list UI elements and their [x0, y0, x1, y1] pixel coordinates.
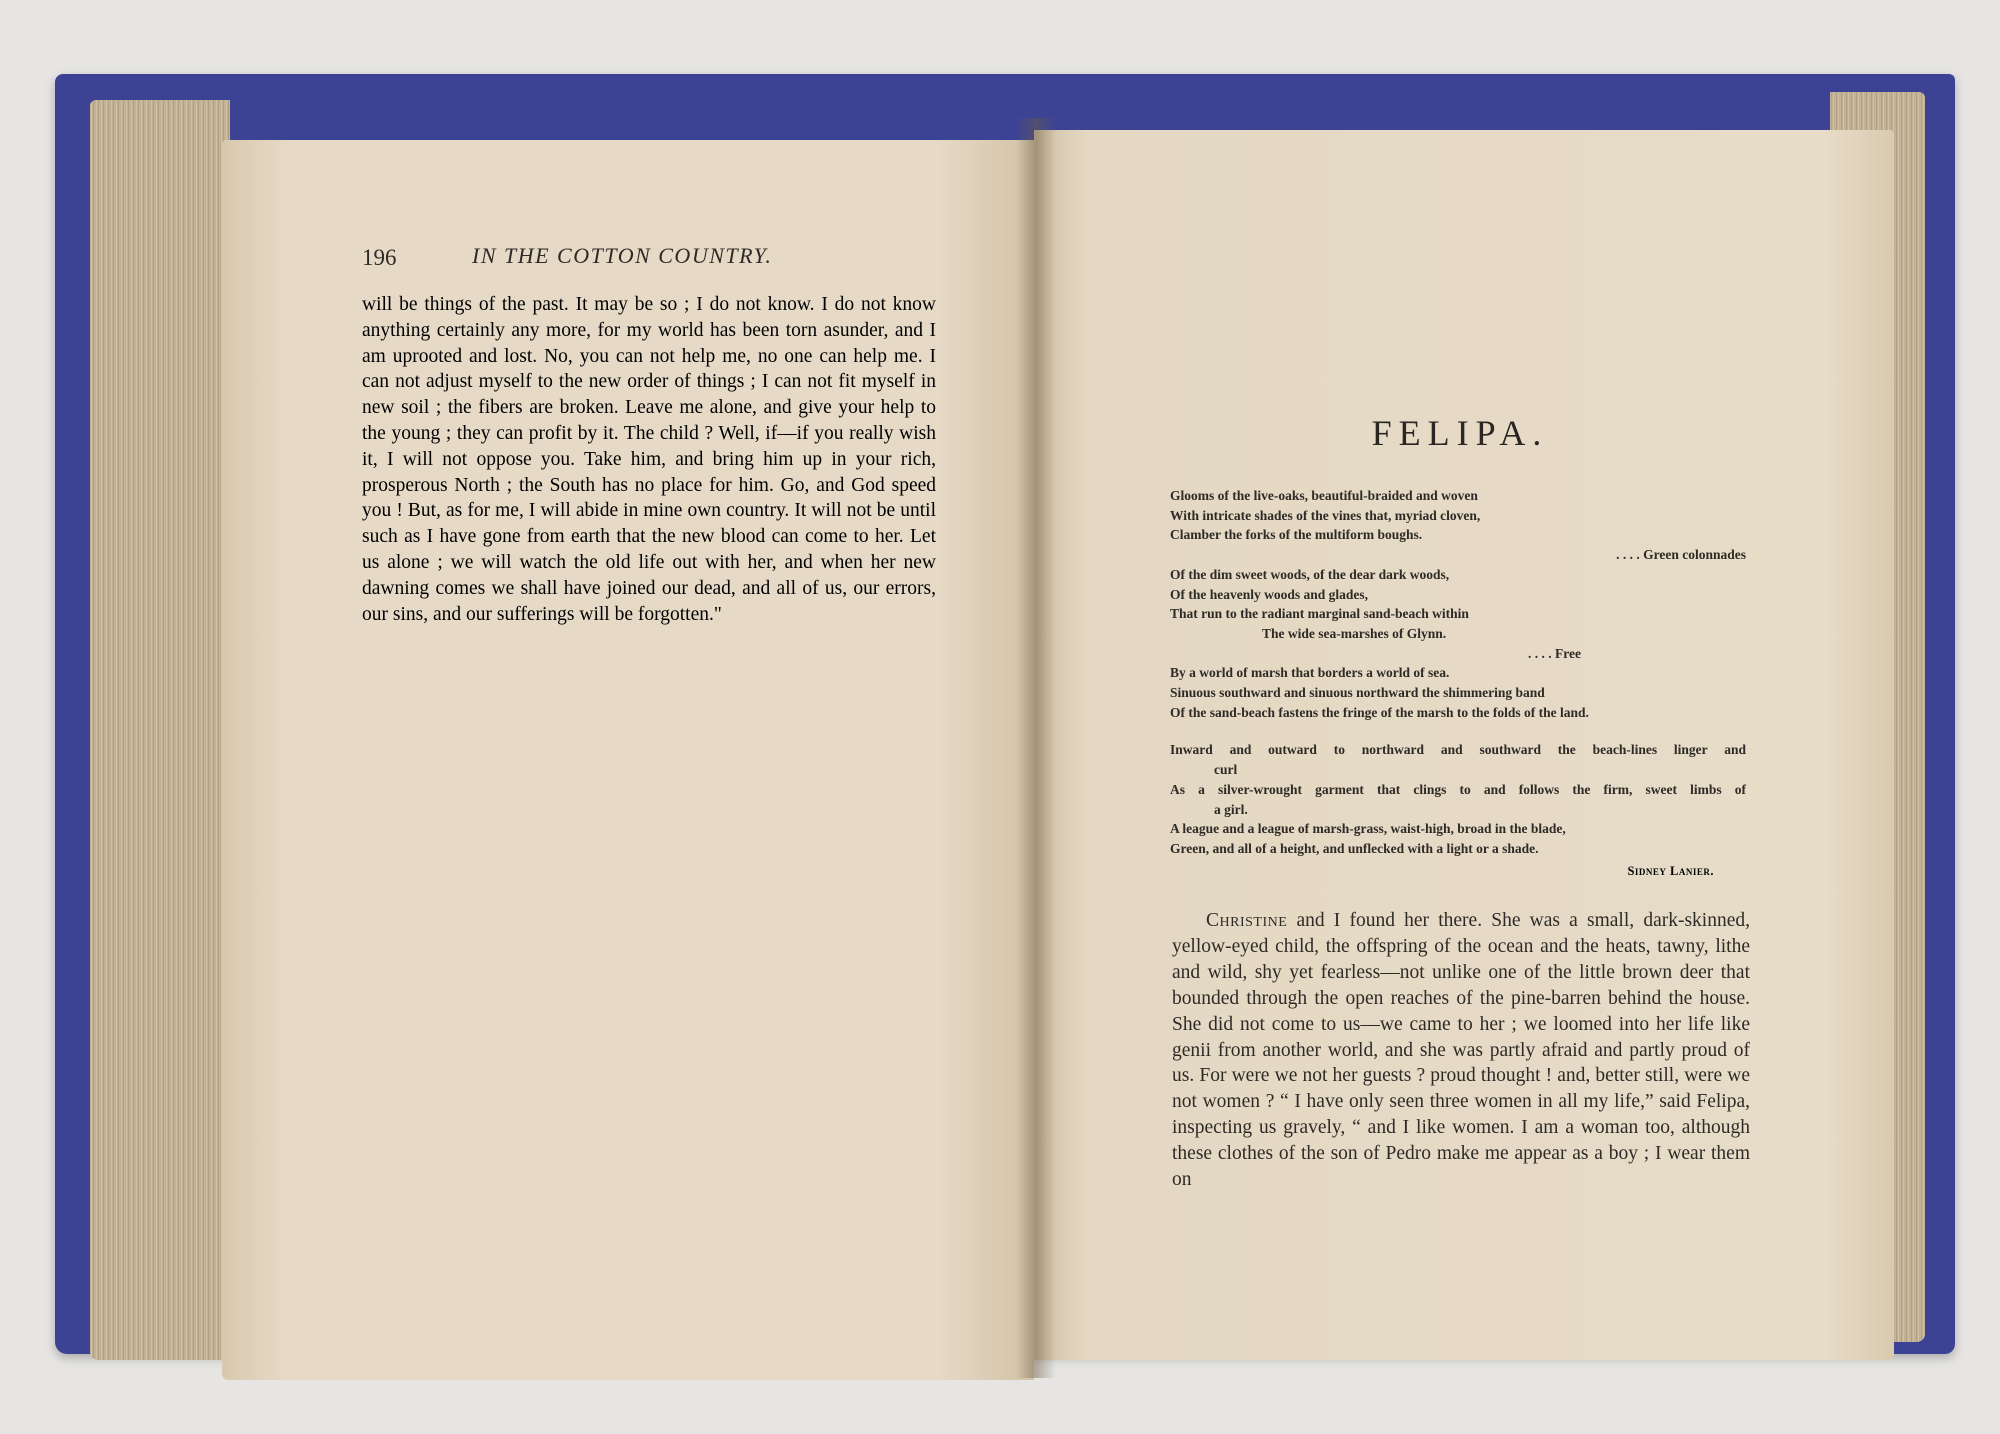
poem-line: Sinuous southward and sinuous northward the shimmering band — [1170, 685, 1545, 701]
chapter-title: FELIPA. — [1371, 413, 1549, 453]
paragraph-indent — [1172, 910, 1206, 931]
running-head — [362, 243, 942, 275]
right-page-text — [1172, 908, 1750, 1193]
poem-line: Of the dim sweet woods, of the dear dark woods, — [1170, 566, 1450, 582]
epigraph-attribution: Sidney Lanier. — [1627, 864, 1714, 878]
left-paragraph: will be things of the past. It may be so ; I do not know. I do not know anything certainly any more, for my world has been torn asunder, and I am uprooted and lost. No, you can not help me, no one can help me. I can not adjust myself to the new order of things ; I can not fit myself in new soil ; the fibers are broken. Leave me alone, and give your help to the young ; they can profit by it. The child ? Well, if—if you really wish it, I will not oppose you. Take him, and bring him up in your rich, prosperous North ; the South has no place for him. Go, and God speed you ! But, as for me, I will abide in mine own country. It will not be until such as I have gone from earth that the new blood can come to her. Let us alone ; we will watch the old life out with her, and when her new dawning comes we shall have joined our dead, and all of us, our errors, our sins, and our sufferings will be forgotten." — [362, 294, 936, 625]
poem-line: Of the heavenly woods and glades, — [1170, 586, 1369, 602]
poem-line: curl — [1214, 762, 1238, 778]
poem-line: a girl. — [1214, 801, 1248, 817]
lead-word: Christine — [1206, 910, 1288, 931]
right-paragraph: and I found her there. She was a small, dark-skinned, yellow-eyed child, the offspring of the ocean and the heats, tawny, lithe and wild, shy yet fearless—not unlike one of the little brown deer that bounded through the open reaches of the pine-barren behind the house. She did not come to us—we came to her ; we loomed into her life like genii from another world, and she was partly afraid and partly proud of us. For were we not her guests ? proud thought ! and, better still, were we not women ? “ I have only seen three women in all my life,” said Felipa, inspecting us gravely, “ and I like women. I am a woman too, although these clothes of the son of Pedro make me appear as a boy ; I wear them on — [1172, 910, 1750, 1191]
poem-line: The wide sea-marshes of Glynn. — [1262, 625, 1447, 641]
poem-line: With intricate shades of the vines that, myriad cloven, — [1170, 507, 1481, 523]
book-gutter — [1016, 118, 1056, 1378]
poem-line: A league and a league of marsh-grass, waist-high, broad in the blade, — [1170, 821, 1566, 837]
poem-line: Glooms of the live-oaks, beautiful-braided and woven — [1170, 488, 1478, 503]
left-page-text — [362, 292, 936, 627]
poem-line: Inward and outward to northward and southward the beach-lines linger and — [1170, 742, 1746, 758]
page-number: 196 — [362, 245, 397, 270]
poem-line: Green, and all of a height, and unflecked with a light or a shade. — [1170, 840, 1539, 856]
poem-line: That run to the radiant marginal sand-beach within — [1170, 606, 1469, 622]
page-edges-left — [90, 100, 230, 1360]
stanza-gap — [1170, 722, 1746, 740]
poem-line: As a silver-wrought garment that clings to and follows the firm, sweet limbs of — [1170, 781, 1746, 797]
epigraph-poem — [1170, 486, 1746, 859]
poem-line: By a world of marsh that borders a world of sea. — [1170, 665, 1450, 681]
poem-line: . . . . Green colonnades — [1616, 547, 1746, 563]
running-head-title: IN THE COTTON COUNTRY. — [472, 243, 773, 268]
poem-line: . . . . Free — [1528, 645, 1581, 661]
poem-line: Clamber the forks of the multiform boughs. — [1170, 527, 1423, 543]
poem-line: Of the sand-beach fastens the fringe of the marsh to the folds of the land. — [1170, 704, 1589, 720]
